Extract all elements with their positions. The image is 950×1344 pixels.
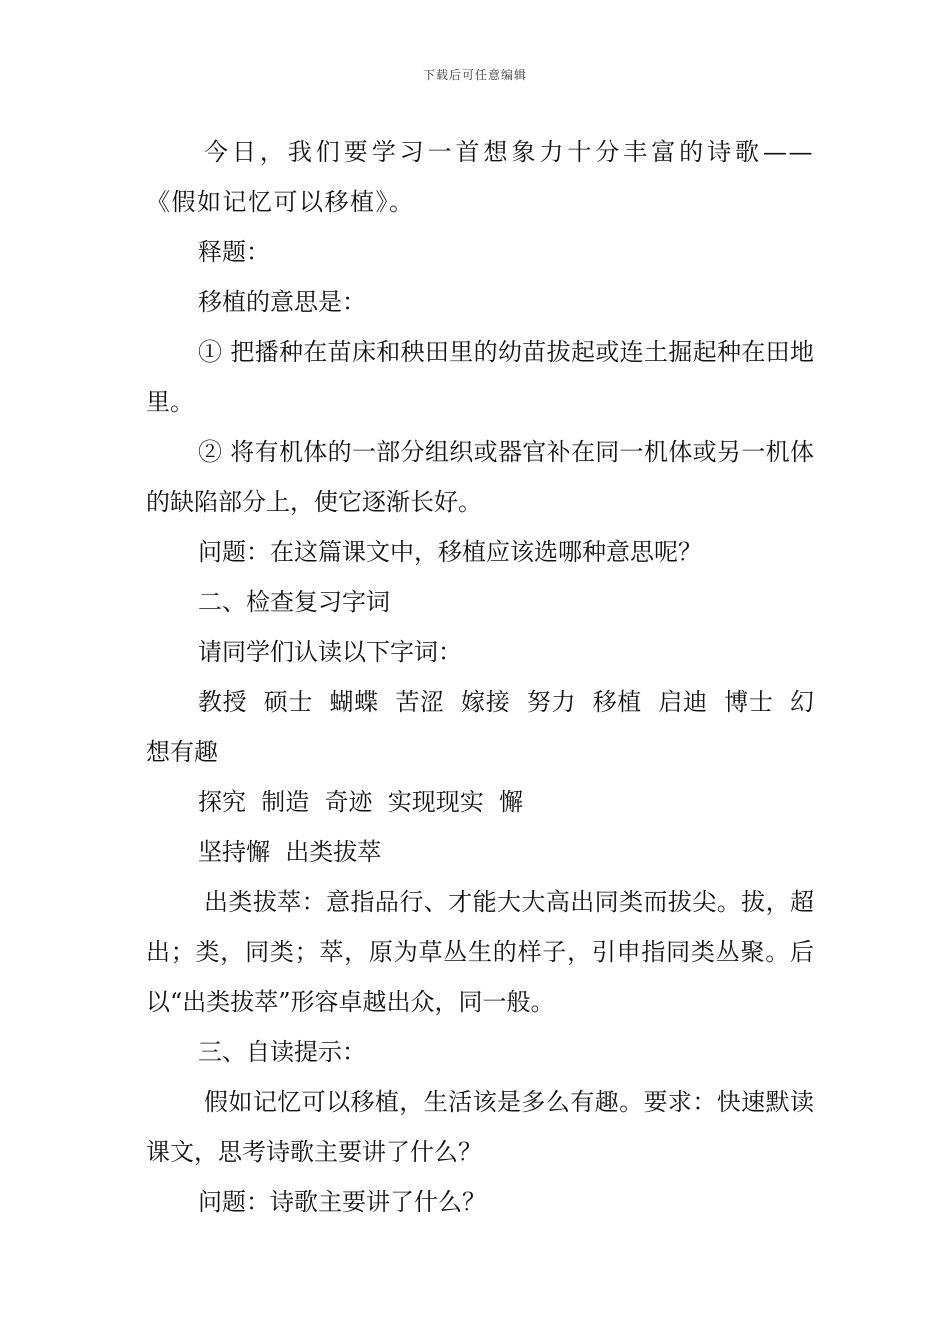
vocabulary-line-three: 坚持懈 出类拔萃 xyxy=(198,838,382,866)
vocabulary-line-two: 探究 制造 奇迹 实现现实 懈 xyxy=(198,788,524,816)
page-header: 下载后可任意编辑 xyxy=(422,68,527,82)
idiom-explanation-paragraph: 出类拔萃：意指品行、才能大大高出同类而拔尖。拔，超出；类，同类；萃，原为草丛生的样子，引申指同类丛聚。后以“出类拔萃”形容卓越出众，同一般。 xyxy=(146,888,814,1016)
self-reading-paragraph: 假如记忆可以移植，生活该是多么有趣。要求：快速默读课文，思考诗歌主要讲了什么？ xyxy=(146,1088,814,1166)
section-three-heading: 三、自读提示： xyxy=(198,1038,366,1066)
section-two-heading: 二、检查复习字词 xyxy=(198,588,390,616)
meaning-one-paragraph: ① 把播种在苗床和秧田里的幼苗拔起或连土掘起种在田地里。 xyxy=(146,338,814,416)
vocabulary-line-one: 教授 硕士 蝴蝶 苦涩 嫁接 努力 移植 启迪 博士 幻想有趣 xyxy=(146,688,814,766)
intro-paragraph: 今日，我们要学习一首想象力十分丰富的诗歌——《假如记忆可以移植》。 xyxy=(146,138,814,216)
final-question-paragraph: 问题：诗歌主要讲了什么？ xyxy=(198,1188,486,1216)
title-explanation-heading: 释题： xyxy=(198,238,270,266)
document-body xyxy=(146,127,814,1227)
question-paragraph: 问题：在这篇课文中，移植应该选哪种意思呢？ xyxy=(198,538,702,566)
transplant-meaning-heading: 移植的意思是： xyxy=(198,288,366,316)
vocabulary-instruction: 请同学们认读以下字词： xyxy=(198,638,462,666)
meaning-two-paragraph: ② 将有机体的一部分组织或器官补在同一机体或另一机体的缺陷部分上，使它逐渐长好。 xyxy=(146,438,814,516)
